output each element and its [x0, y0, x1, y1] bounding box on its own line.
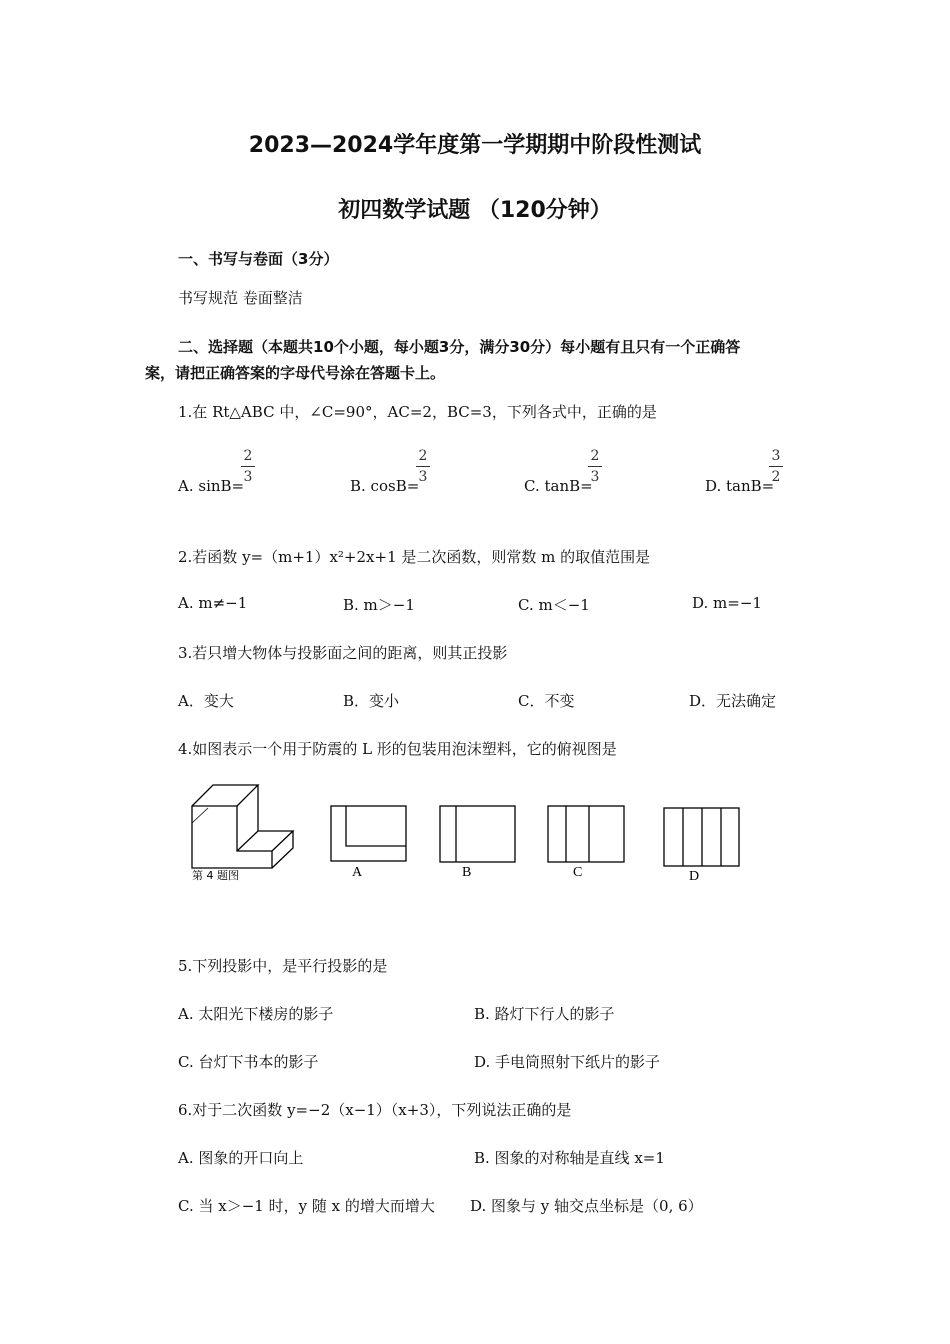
q5-option-d: D. 手电筒照射下纸片的影子	[474, 1053, 661, 1071]
q2-option-b: B. m＞−1	[343, 596, 415, 614]
q5-option-a: A. 太阳光下楼房的影子	[178, 1005, 334, 1023]
exam-subtitle: 初四数学试题 （120分钟）	[338, 198, 612, 223]
q4-option-d-label: D	[689, 869, 700, 884]
question-4-stem: 4.如图表示一个用于防震的 L 形的包装用泡沫塑料，它的俯视图是	[178, 740, 617, 758]
fraction-denominator: 3	[243, 469, 253, 485]
q1-option-b-fraction	[416, 448, 430, 485]
q4-option-a-figure	[331, 806, 406, 861]
question-6-stem: 6.对于二次函数 y=−2（x−1）（x+3），下列说法正确的是	[178, 1101, 572, 1119]
q3-option-d: D．无法确定	[689, 692, 777, 710]
q2-option-c: C. m＜−1	[518, 596, 590, 614]
question-3-stem: 3.若只增大物体与投影面之间的距离，则其正投影	[178, 644, 508, 662]
q1-option-c: C. tanB=	[524, 477, 593, 495]
q1-option-a: A. sinB=	[178, 477, 245, 495]
question-2-stem: 2.若函数 y=（m+1）x²+2x+1 是二次函数，则常数 m 的取值范围是	[178, 548, 651, 566]
q1-option-a-fraction	[241, 448, 255, 485]
q6-option-b: B. 图象的对称轴是直线 x=1	[474, 1149, 665, 1167]
q5-option-c: C. 台灯下书本的影子	[178, 1053, 319, 1071]
q4-option-a-label: A	[352, 865, 363, 880]
q4-option-c-figure	[548, 806, 624, 862]
fraction-numerator: 2	[243, 448, 253, 464]
q4-option-c-label: C	[573, 865, 583, 880]
q3-option-a: A．变大	[178, 692, 234, 710]
section2-heading-line2: 案，请把正确答案的字母代号涂在答题卡上。	[145, 364, 446, 382]
q4-option-d-figure	[664, 808, 739, 866]
q5-option-b: B. 路灯下行人的影子	[474, 1005, 615, 1023]
section1-text: 书写规范 卷面整洁	[178, 289, 303, 307]
q3-option-c: C．不变	[518, 692, 575, 710]
section1-heading: 一、书写与卷面（3分）	[178, 250, 339, 268]
q6-option-c: C. 当 x＞−1 时，y 随 x 的增大而增大	[178, 1197, 435, 1215]
exam-title: 2023—2024学年度第一学期期中阶段性测试	[248, 133, 702, 158]
q1-option-c-fraction	[588, 448, 602, 485]
q4-figures	[180, 778, 780, 898]
l-shape-solid	[192, 785, 293, 868]
fraction-numerator: 3	[771, 448, 781, 464]
q4-option-b-figure	[440, 806, 515, 862]
q3-option-b: B．变小	[343, 692, 400, 710]
section2-heading-line1: 二、选择题（本题共10个小题，每小题3分，满分30分）每小题有且只有一个正确答	[178, 338, 741, 356]
q6-option-d: D. 图象与 y 轴交点坐标是（0, 6）	[470, 1197, 703, 1215]
fraction-numerator: 2	[418, 448, 428, 464]
fraction-denominator: 2	[771, 469, 781, 485]
q4-option-b-label: B	[462, 865, 472, 880]
q2-option-a: A. m≠−1	[178, 594, 248, 612]
question-1-stem: 1.在 Rt△ABC 中，∠C=90°，AC=2，BC=3，下列各式中，正确的是	[178, 403, 657, 421]
q1-option-d: D. tanB=	[705, 477, 775, 495]
fraction-denominator: 3	[418, 469, 428, 485]
fraction-numerator: 2	[590, 448, 600, 464]
question-5-stem: 5.下列投影中，是平行投影的是	[178, 957, 388, 975]
q6-option-a: A. 图象的开口向上	[178, 1149, 304, 1167]
q4-figure-caption: 第 4 题图	[192, 869, 239, 882]
q2-option-d: D. m=−1	[692, 594, 762, 612]
fraction-denominator: 3	[590, 469, 600, 485]
q1-option-d-fraction	[769, 448, 783, 485]
q1-option-b: B. cosB=	[350, 477, 420, 495]
